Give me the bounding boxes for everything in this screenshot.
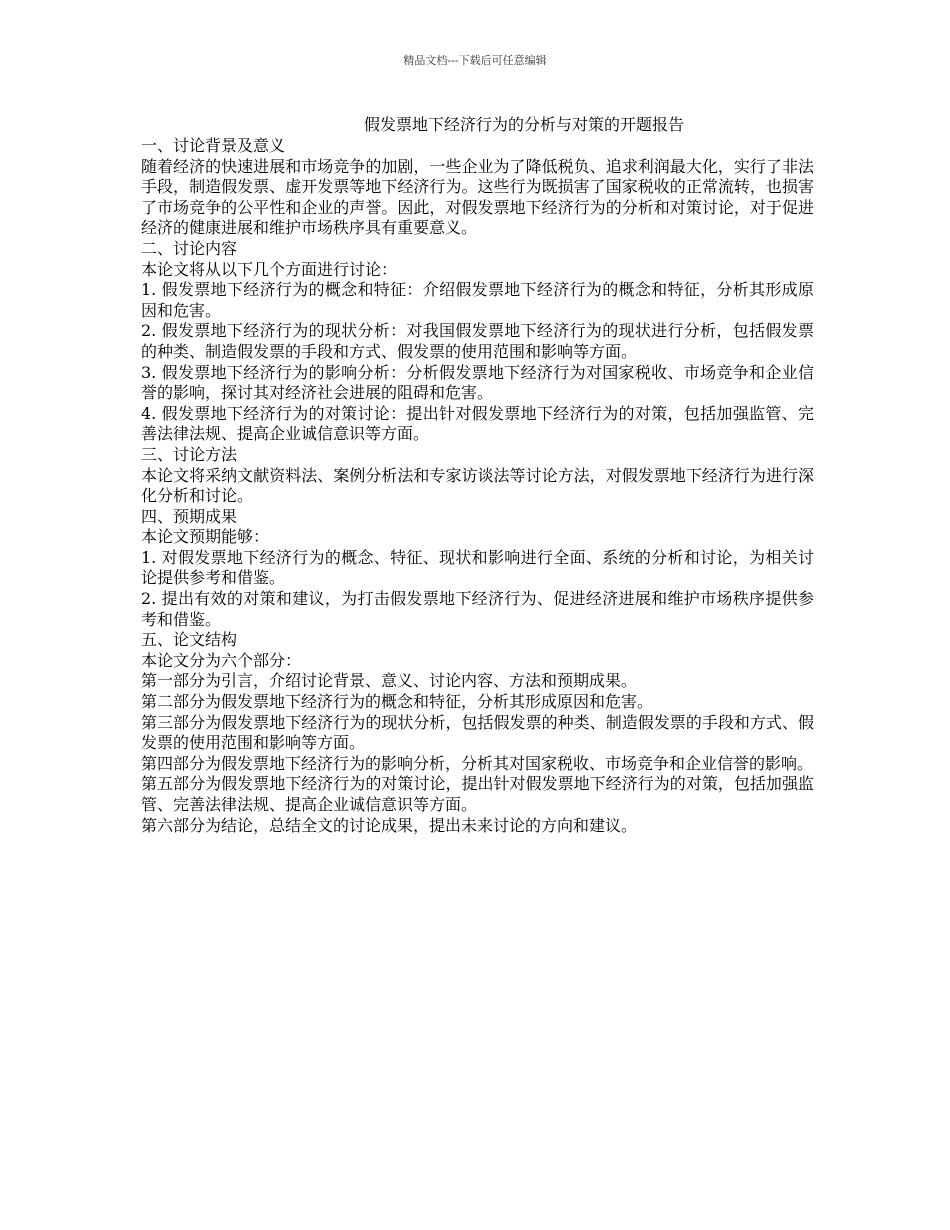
paragraph-results-intro: 本论文预期能够：	[141, 527, 270, 547]
list-item-content-3: 3. 假发票地下经济行为的影响分析：分析假发票地下经济行为对国家税收、市场竞争和企业信誉的影响，探讨其对经济社会进展的阻碍和危害。	[141, 362, 814, 403]
paragraph-structure-intro: 本论文分为六个部分：	[141, 650, 302, 670]
list-item-structure-2: 第二部分为假发票地下经济行为的概念和特征，分析其形成原因和危害。	[141, 692, 654, 712]
list-item-structure-5: 第五部分为假发票地下经济行为的对策讨论，提出针对假发票地下经济行为的对策，包括加强监管、完善法律法规、提高企业诚信意识等方面。	[141, 774, 814, 814]
list-item-content-1: 1. 假发票地下经济行为的概念和特征：介绍假发票地下经济行为的概念和特征，分析其形成原因和危害。	[141, 280, 814, 320]
document-title: 假发票地下经济行为的分析与对策的开题报告	[364, 115, 685, 134]
list-item-structure-6: 第六部分为结论，总结全文的讨论成果，提出未来讨论的方向和建议。	[141, 815, 638, 835]
paragraph-background: 随着经济的快速进展和市场竞争的加剧，一些企业为了降低税负、追求利润最大化，实行了非法手段，制造假发票、虚开发票等地下经济行为。这些行为既损害了国家税收的正常流转，也损害了市场竞争的公平性和企业的声誉。因此，对假发票地下经济行为的分析和对策讨论，对于促进经济的健康进展和维护市场秩序具有重要意义。	[141, 156, 814, 238]
list-item-structure-1: 第一部分为引言，介绍讨论背景、意义、讨论内容、方法和预期成果。	[141, 671, 638, 691]
section-heading-structure: 五、论文结构	[141, 630, 238, 650]
list-item-results-1: 1. 对假发票地下经济行为的概念、特征、现状和影响进行全面、系统的分析和讨论，为相关讨论提供参考和借鉴。	[141, 547, 814, 588]
section-heading-method: 三、讨论方法	[141, 444, 238, 464]
section-heading-background: 一、讨论背景及意义	[141, 136, 286, 155]
list-item-structure-3: 第三部分为假发票地下经济行为的现状分析，包括假发票的种类、制造假发票的手段和方式、假发票的使用范围和影响等方面。	[141, 712, 814, 753]
list-item-results-2: 2. 提出有效的对策和建议，为打击假发票地下经济行为、促进经济进展和维护市场秩序提供参考和借鉴。	[141, 589, 814, 629]
section-heading-content: 二、讨论内容	[141, 238, 238, 258]
paragraph-method: 本论文将采纳文献资料法、案例分析法和专家访谈法等讨论方法，对假发票地下经济行为进行深化分析和讨论。	[141, 465, 814, 506]
page-header: 精品文档---下载后可任意编辑	[403, 54, 547, 67]
list-item-structure-4: 第四部分为假发票地下经济行为的影响分析，分析其对国家税收、市场竞争和企业信誉的影响。	[141, 753, 814, 773]
document-body	[141, 136, 814, 836]
list-item-content-2: 2. 假发票地下经济行为的现状分析：对我国假发票地下经济行为的现状进行分析，包括假发票的种类、制造假发票的手段和方式、假发票的使用范围和影响等方面。	[141, 321, 814, 361]
list-item-content-4: 4. 假发票地下经济行为的对策讨论：提出针对假发票地下经济行为的对策，包括加强监管、完善法律法规、提高企业诚信意识等方面。	[141, 403, 814, 444]
section-heading-results: 四、预期成果	[141, 506, 238, 526]
paragraph-content-intro: 本论文将从以下几个方面进行讨论：	[141, 259, 398, 279]
